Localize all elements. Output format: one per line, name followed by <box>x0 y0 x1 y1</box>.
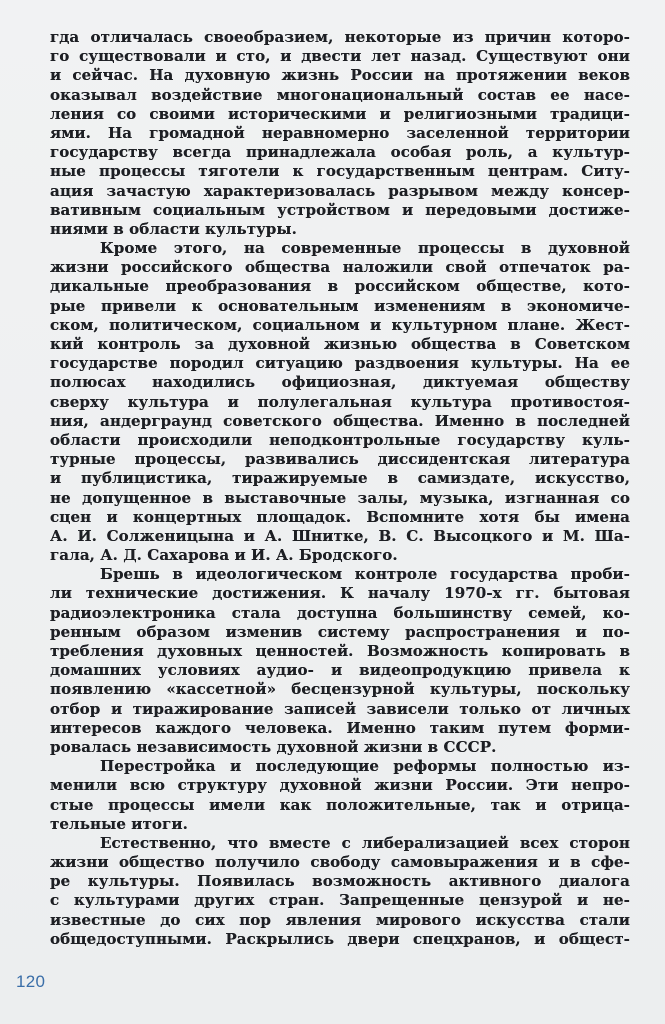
text-line: кий контроль за духовной жизнью общества в Советском <box>50 335 630 353</box>
text-line: ния, андерграунд советского общества. Именно в последней <box>50 411 630 430</box>
page-number: 120 <box>16 972 46 991</box>
text-line: ные процессы тяготели к государственным центрам. Ситу- <box>50 162 630 181</box>
paragraph <box>50 565 630 757</box>
text-line: полюсах находились официозная, диктуемая обществу <box>50 373 630 392</box>
text-line: ровалась независимость духовной жизни в СССР. <box>50 737 497 756</box>
text-line: Перестройка и последующие реформы полностью из- <box>100 757 630 776</box>
text-line: турные процессы, развивались диссидентская литература <box>50 450 630 469</box>
text-line: государстве породил ситуацию раздвоения культуры. На ее <box>50 354 630 373</box>
body-text <box>50 28 630 949</box>
text-line: сверху культура и полулегальная культура противостоя- <box>50 392 630 411</box>
text-line: ли технические достижения. К началу 1970-х гг. бытовая <box>50 584 630 603</box>
text-line: интересов каждого человека. Именно таким путем форми- <box>50 718 630 737</box>
text-line: ниями в области культуры. <box>50 219 297 238</box>
text-line: менили всю структуру духовной жизни России. Эти непро- <box>50 776 630 795</box>
text-line: отбор и тиражирование записей зависели только от личных <box>50 699 630 718</box>
text-line: домашних условиях аудио- и видеопродукцию привела к <box>50 661 630 680</box>
text-line: дикальные преобразования в российском обществе, кото- <box>50 277 630 296</box>
text-line: рые привели к основательным изменениям в экономиче- <box>50 296 630 315</box>
text-line: ация зачастую характеризовалась разрывом между консер- <box>50 181 630 200</box>
paragraph <box>50 757 630 834</box>
text-line: сцен и концертных площадок. Вспомните хотя бы имена <box>50 507 630 526</box>
text-line: стые процессы имели как положительные, так и отрица- <box>50 795 630 814</box>
text-line: гда отличалась своеобразием, некоторые из причин которо- <box>50 28 630 46</box>
text-line: известные до сих пор явления мирового искусства стали <box>50 910 630 929</box>
text-line: ре культуры. Появилась возможность активного диалога <box>50 872 630 891</box>
text-line: А. И. Солженицына и А. Шнитке, В. С. Высоцкого и М. Ша- <box>50 526 630 545</box>
text-line: с культурами других стран. Запрещенные цензурой и не- <box>50 891 630 910</box>
text-line: появлению «кассетной» бесцензурной культуры, поскольку <box>50 680 630 699</box>
text-line: Брешь в идеологическом контроле государства проби- <box>100 565 630 584</box>
text-line: государству всегда принадлежала особая роль, а культур- <box>50 143 630 162</box>
paragraph <box>50 834 630 949</box>
text-line: тельные итоги. <box>50 814 188 833</box>
text-line: Кроме этого, на современные процессы в духовной <box>100 239 630 258</box>
text-line: ями. На громадной неравномерно заселенной территории <box>50 123 630 142</box>
text-line: вативным социальным устройством и передовыми достиже- <box>50 200 630 219</box>
text-line: жизни российского общества наложили свой отпечаток ра- <box>50 258 630 277</box>
text-line: не допущенное в выставочные залы, музыка, изгнанная со <box>50 488 630 507</box>
text-line: ления со своими историческими и религиозными традици- <box>50 104 630 123</box>
text-line: жизни общество получило свободу самовыражения и в сфе- <box>50 853 630 872</box>
text-line: го существовали и сто, и двести лет назад. Существуют они <box>50 47 630 66</box>
text-line: Естественно, что вместе с либерализацией всех сторон <box>100 833 630 852</box>
text-line: области происходили неподконтрольные государству куль- <box>50 430 630 449</box>
paragraph <box>50 28 630 239</box>
text-line: радиоэлектроника стала доступна большинству семей, ко- <box>50 603 630 622</box>
text-line: ском, политическом, социальном и культурном плане. Жест- <box>50 315 630 334</box>
text-line: и сейчас. На духовную жизнь России на протяжении веков <box>50 66 630 85</box>
text-line: оказывал воздействие многонациональный состав ее насе- <box>50 85 630 104</box>
text-line: ренным образом изменив систему распространения и по- <box>50 622 630 641</box>
text-line: гала, А. Д. Сахарова и И. А. Бродского. <box>50 546 398 565</box>
text-line: и публицистика, тиражируемые в самиздате, искусство, <box>50 469 630 488</box>
paragraph <box>50 239 630 565</box>
text-line: общедоступными. Раскрылись двери спецхранов, и общест- <box>50 929 630 948</box>
text-line: требления духовных ценностей. Возможность копировать в <box>50 642 630 660</box>
